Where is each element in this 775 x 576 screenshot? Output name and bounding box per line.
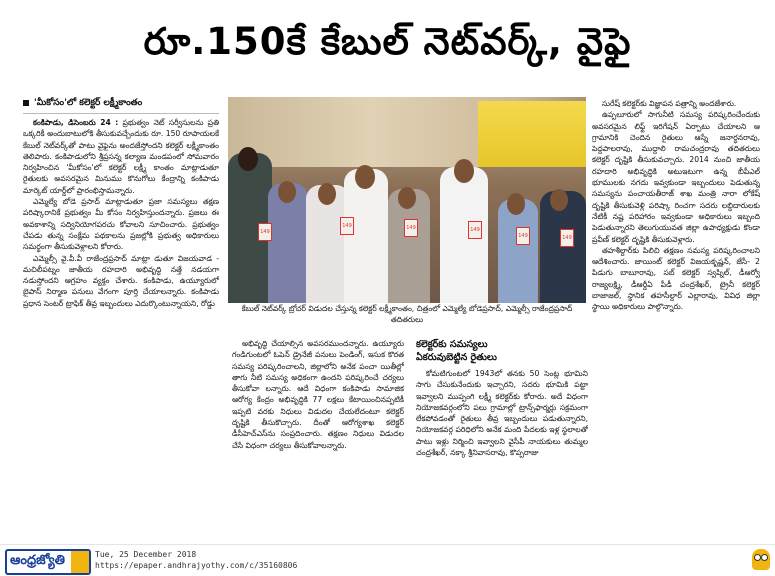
paragraph: సురేష్ కలెక్టర్‌కు విజ్ఞాపన పత్రాన్ని అందజేశారు.: [602, 99, 737, 108]
photo-person-head: [355, 165, 375, 189]
photo-person-head: [318, 183, 336, 205]
dateline: కంకిపాడు, డిసెంబరు 24 :: [33, 118, 119, 127]
andhrajyothy-logo[interactable]: [5, 549, 91, 575]
photo-person-head: [507, 193, 525, 215]
brochure: 149: [340, 217, 354, 235]
article-column-4: [592, 98, 760, 528]
subheading: [416, 338, 588, 364]
paragraph: ఎమ్మెల్యే బోడె ప్రసాద్ మాట్లాడుతూ ప్రజా సమస్యలు తక్షణ పరిష్కారానికే ప్రభుత్వం మీ కోసం నిర్వహిస్తుందన్నారు. ప్రజలు ఈ అవకాశాన్ని సద్వినియోగపరచు కోవాలని సూచించారు. ప్రభుత్వం చేపడు తున్న సంక్షేమ పథకాలను ప్రజల్లోకి ప్రభుత్వ అధికారులు సమర్థంగా తీసుకువెళ్లాలని కోరారు.: [23, 197, 219, 252]
photo-person-head: [454, 159, 474, 183]
photo-person-head: [238, 147, 258, 171]
kicker-text: 'మీకోసం'లో కలెక్టర్ లక్ష్మీకాంతం: [34, 98, 143, 108]
subheading-line-1: కలెక్టర్‌కు సమస్యలు: [416, 339, 488, 350]
brochure: 149: [516, 227, 530, 245]
paragraph: [23, 117, 219, 196]
article-column-2: [232, 338, 404, 528]
epaper-url-link[interactable]: https://epaper.andhrajyothy.com/c/35160806: [95, 561, 298, 570]
paragraph: కోమటిగుంటలో 1943లో తనకు 50 సెంట్ల భూమిని సాగు చేసుకునేందుకు ఇచ్చారని, సదరు భూమికి పట్టా ఇవ్వాలని ముప్పంగి లక్ష్మీ కలెక్టర్‌కు కోరారు. అదే విధంగా నియోజకవర్గంలోని పలు గ్రామాల్లో ట్రాన్స్‌ఫార్మర్లు సక్రమంగా లేకపోవడంతో రైతులు తీవ్ర ఇబ్బందులు పడుతున్నారని, నియోజకవర్గ పరిధిలోని అనేక మంది పేదలకు ఇళ్ల స్థలాలతో పాటు ఇళ్లు నిర్మించి ఇవ్వాలని వైసీపీ నాయకులు తుమ్మల చంద్రశేఖర్, నక్కా శ్రీనివాసరావు, కొప్పరాజు: [416, 369, 588, 458]
headline: రూ.150కే కేబుల్ నెట్‌వర్క్, వైఫై: [143, 20, 632, 63]
paragraph: తహశీల్దార్‌కు పిలిచి తక్షణం సమస్య పరిష్కరించాలని ఆదేశించారు. జాయింట్ కలెక్టర్ విజయకృష్ణన్, జేసీ- 2 పిడుగు బాబూరావు, సబ్ కలెక్టర్ స్వప్నిల్, డీఆర్వో రాజ్యలక్ష్మి, డీఆర్డీఏ పీడీ చంద్రశేఖర్, ట్రైనీ కలెక్టర్ బాజాజల్, స్థానిక తహసీల్దార్ ఎల్లారావు, వివిధ జిల్లా స్థాయి అధికారులు పాల్గొన్నారు.: [592, 245, 760, 312]
edition-date: Tue, 25 December 2018: [95, 550, 197, 559]
paragraph: ఉప్పలూరులో సాగునీటి సమస్య పరిష్కరించేందుకు అవసరమైన లిఫ్ట్ ఇరిగేషన్ ఏర్పాటు చేయాలని ఆ గ్రామానికి చెందిన రైతులు ఆస్నే జనార్ధనరావు, పెద్దపాలరావు, ముద్దాలి రామచంద్రరావు తదితరులు కలెక్టర్ దృష్టికి తీసుకువచ్చారు. 2014 నుంచి జాతీయ రహదారి అభివృద్ధికి అటుఇటుగా ఉన్న బీపీఎల్ భూములకు నగదు ఇవ్వకుండా ఇబ్బందులు పెడుతున్న సమస్యను పంచాయతీరాజ్ శాఖ మంత్రి నారా లోకేష్ దృష్టికి తీసుకువెళ్లి పరిష్కా రించగా సదరు లబ్ధిదారులకు నేటికీ నష్ట పరిహారం ఇవ్వకుండా అధికారులు ఇబ్బంది పెడుతున్నారని తెలుగుయువత జిల్లా ఉపాధ్యక్షుడు కొండా ప్రవీణ్ కలెక్టర్ దృష్టికి తీసుకువెళ్లారు.: [592, 110, 760, 244]
brochure: 149: [258, 223, 272, 241]
paragraph-text: ప్రభుత్వం నెట్ సర్వీసులను ప్రతి ఒక్కరికీ అందుబాటులోకి తీసుకువచ్చేందుకు రూ. 150 రూపాయలకే కేబుల్ నెట్‌వర్క్‌తో పాటు వైఫైను అందజేస్తోందని కలెక్టర్ లక్ష్మీకాంతం తెలిపారు. కంకిపాడులోని శ్రీప్రసన్న కల్యాణ మండపంలో సోమవారం నిర్వహించిన 'మీకోసం'లో కలెక్టర్ లక్ష్మీ కాంతం మాట్లాడుతూ రైతులకు అవసరమైన మినుము కొనుగోలు కేంద్రాన్ని కంకిపాడు మార్కెట్ యార్డ్‌లో ప్రారంభిస్తామన్నారు.: [23, 118, 219, 195]
paragraph: ఎమ్మెల్సీ వై.వీ.వీ రాజేంద్రప్రసాద్ మాట్లా డుతూ విజయవాడ - మచిలీపట్నం జాతీయ రహదారి అభివృద్ధి నత్తే నడయగా నడుస్తోందని ఆగ్రహం వ్యక్తం చేశారు. కంకిపాడు, ఉయ్యూరులో బైపాస్ నిర్మాణ పనులు వేగంగా పూర్తి చేయాలన్నారు. కంకిపాడు ప్రధాన సెంటర్ ట్రాఫిక్ తీవ్ర ఇబ్బందులు ఎదుర్కొంటున్నాయని, రోడ్డు: [23, 253, 219, 308]
paragraph: అభివృద్ధి చేయాల్సిన అవసరముందన్నారు. ఉయ్యూరు గండిగుంటలో ఓపెన్ డ్రైనేజీ పనులు పెండింగ్, ఇసుక కొరత సమస్య పరిష్కరించాలని, జిల్లాలోని అనేక పంచా యితీల్లో తాగు నీటి సమస్య అధికంగా ఉందని పరిష్కరించే చర్యలు తీసుకోవా లన్నారు. ఆదే విధంగా కంకిపాడు సామాజిక ఆరోగ్య కేంద్రం అభివృద్ధికి 77 లక్షలు కేటాయించినప్పటికీ ఇప్పటి వరకు నిధులు విడుదల చేయలేదంటూ కలెక్టర్ దృష్టికి తీసుకొచ్చారు. దీంతో ఆరోగ్యశాఖ కలెక్టర్ డీసీహెచ్ఎస్‌ను సంప్రదించారు. తక్షణం నిధులు విడుదల చేసే విధంగా చర్యలు తీసుకోవాలన్నారు.: [232, 339, 404, 450]
subheading-line-2: ఏకరువుబెట్టిన రైతులు: [416, 352, 497, 363]
logo-text: ఆంధ్రజ్యోతి: [10, 553, 65, 568]
bullet-square-icon: [23, 100, 29, 106]
photo-person-head: [278, 181, 296, 203]
article-column-1: [23, 96, 219, 528]
logo-accent: [71, 551, 89, 573]
brochure: 149: [560, 229, 574, 247]
news-photo: [228, 97, 586, 303]
owl-mascot-icon: [752, 549, 770, 570]
photo-caption: కేబుల్ నెట్‌వర్క్ బ్రోచర్ విడుదల చేస్తున్న కలెక్టర్ లక్ష్మీకాంతం, చిత్రంలో ఎమ్మెల్యే బోడెప్రసాద్, ఎమ్మెల్సీ రాజేంద్రప్రసాద్ తదితరులు: [241, 304, 573, 324]
brochure: 149: [404, 219, 418, 237]
footer-meta: [95, 549, 297, 571]
photo-person: [344, 169, 388, 303]
brochure: 149: [468, 221, 482, 239]
photo-person-head: [550, 189, 568, 211]
photo-person-head: [398, 187, 416, 209]
photo-yellow-banner: [478, 101, 586, 167]
article-kicker: [23, 96, 219, 114]
article-column-3: [416, 338, 588, 528]
